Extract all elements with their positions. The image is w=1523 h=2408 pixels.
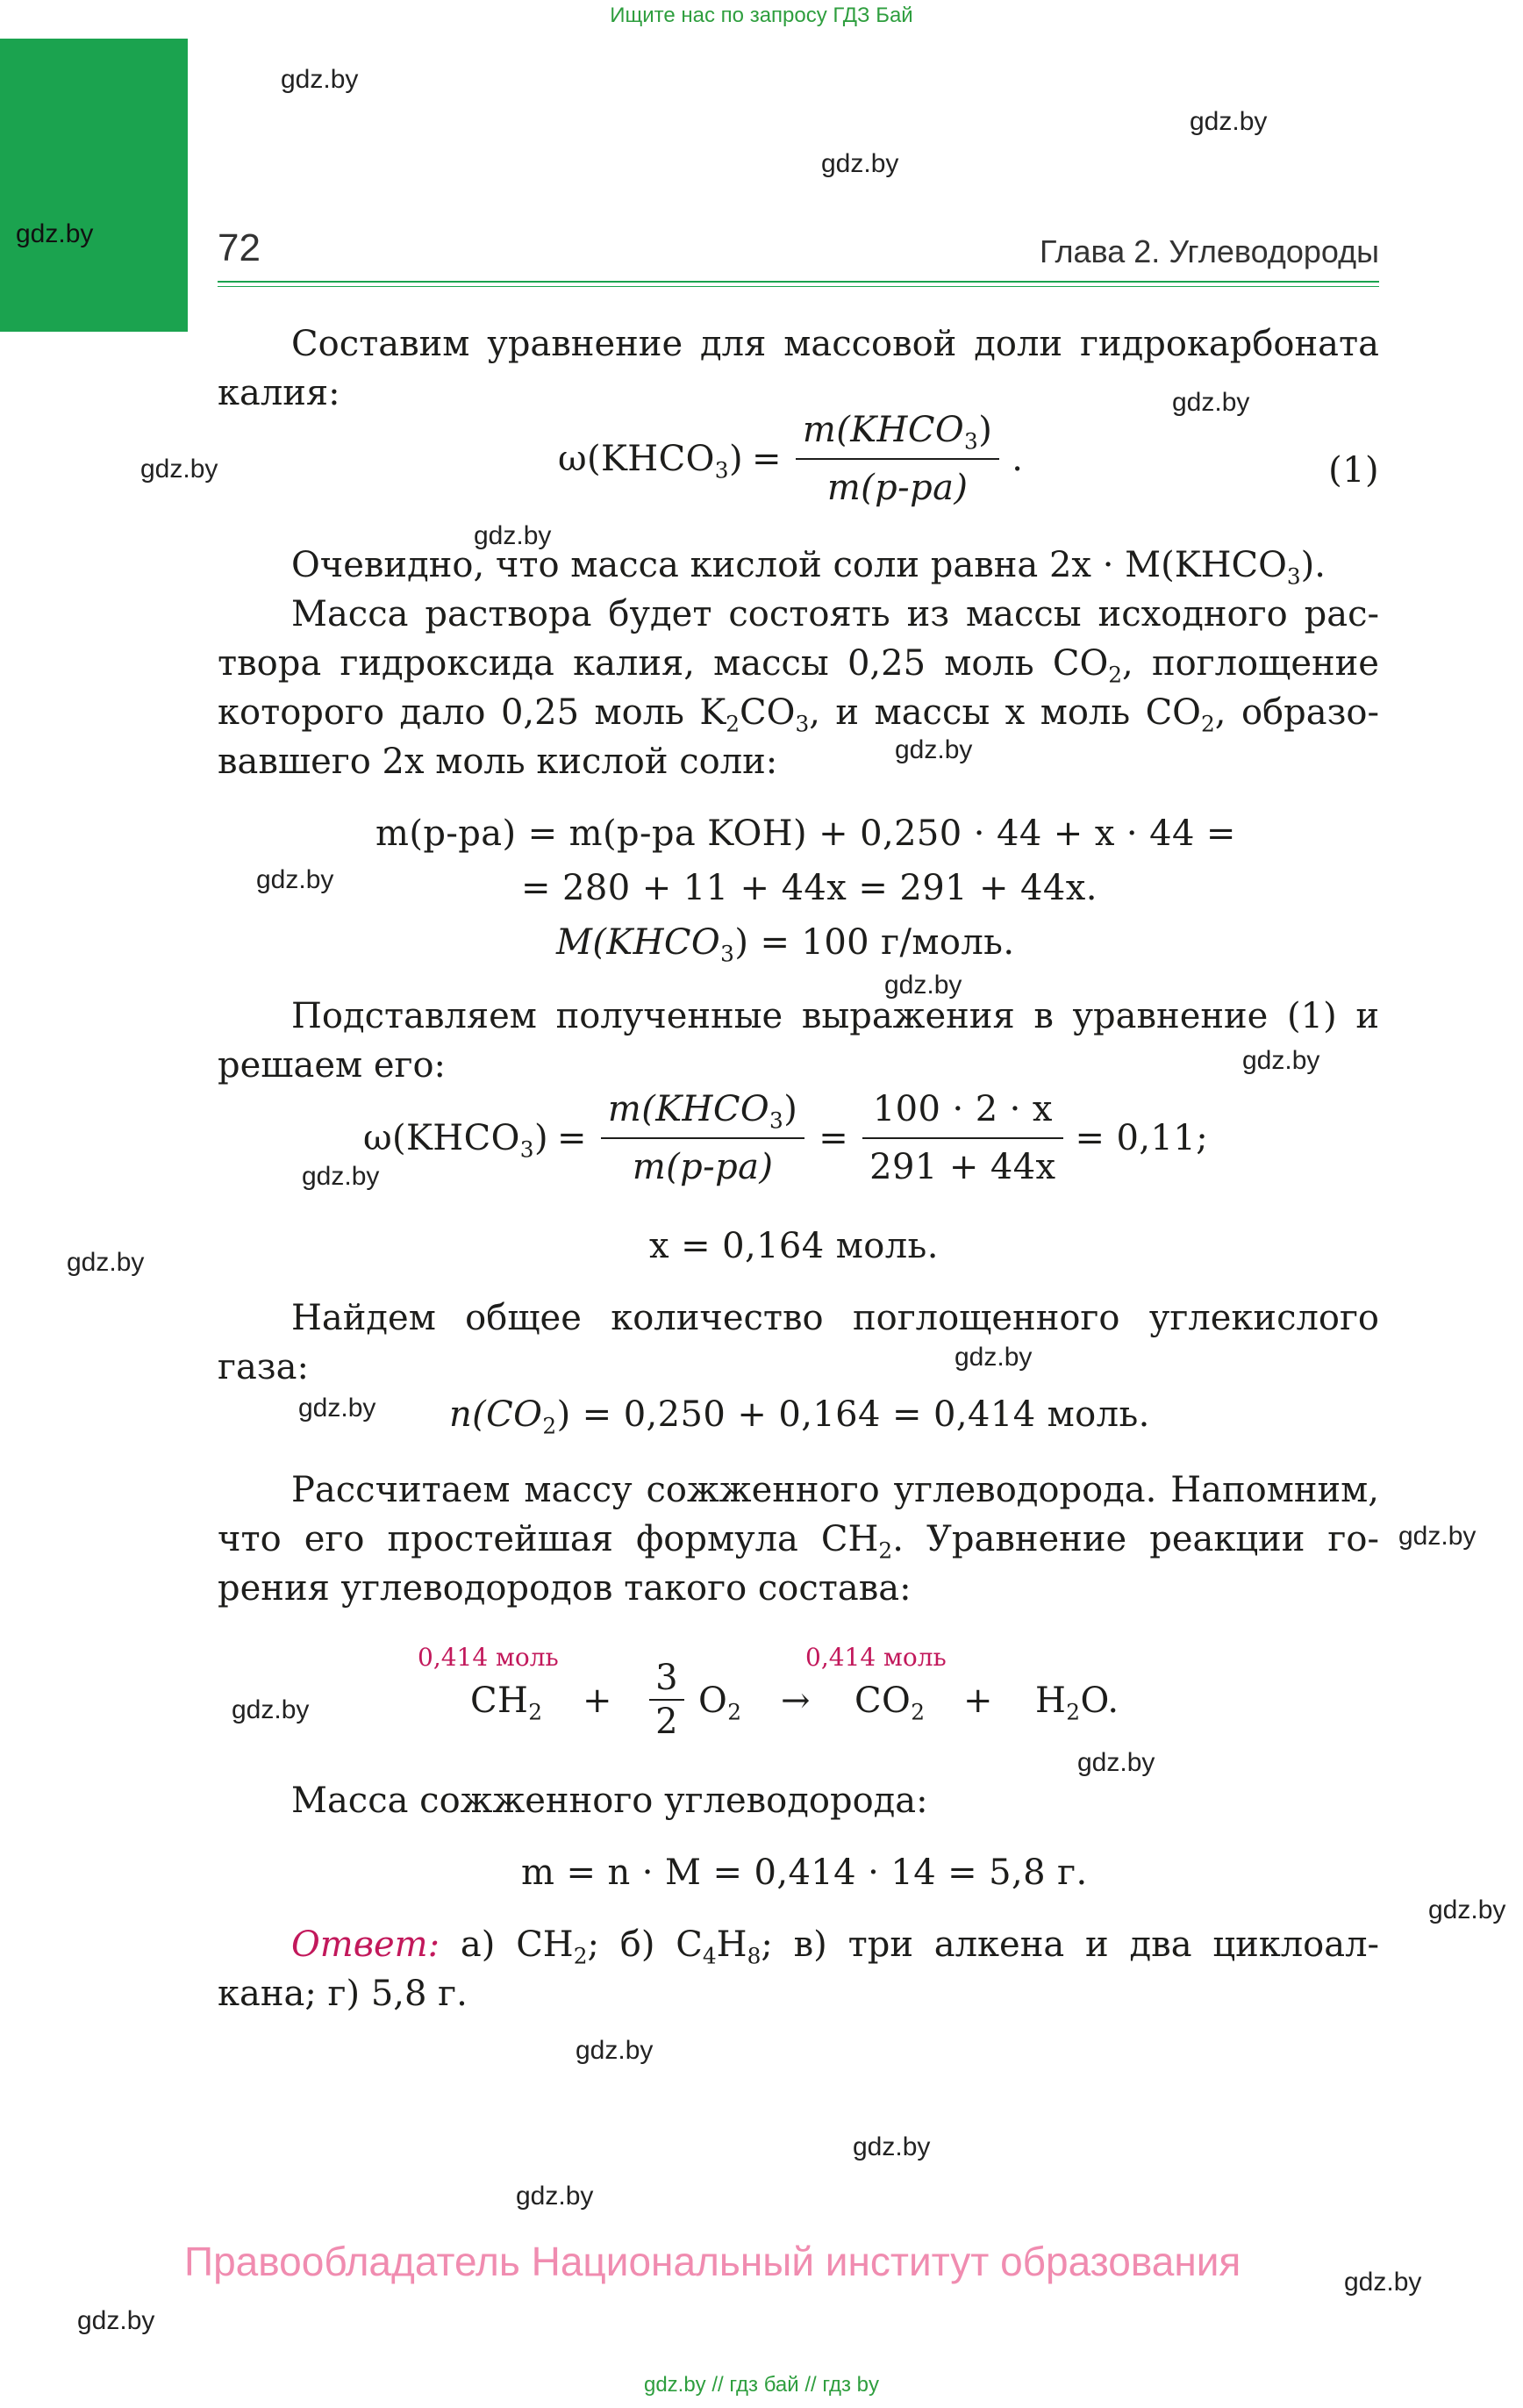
equation-4: x = 0,164 моль. xyxy=(649,1226,939,1266)
text-line: Рассчитаем массу сожженного углеводорода. Напомним, xyxy=(291,1470,1379,1510)
eq-lhs: $\omega(KHCO_3)$ xyxy=(558,439,743,484)
text-line: Масса сожженного углеводорода: xyxy=(291,1781,928,1821)
text-line: Масса раствора будет состоять из массы исходного рас- xyxy=(291,594,1379,634)
text-line: Ответ: а) $CH_2$; б) $C_4H_8$; в) три алкена и два циклоал- xyxy=(291,1924,1380,1969)
equation-6: m = n · M = 0,414 · 14 = 5,8 г. xyxy=(521,1853,1088,1893)
watermark: gdz.by xyxy=(576,2036,654,2065)
watermark: gdz.by xyxy=(302,1162,380,1191)
watermark: gdz.by xyxy=(1428,1896,1506,1924)
mol-label: 0,414 моль xyxy=(805,1643,947,1672)
watermark: gdz.by xyxy=(474,521,552,550)
copyright-notice: Правообладатель Национальный институт образования xyxy=(184,2239,1241,2284)
paragraph xyxy=(218,319,1379,418)
reaction-co2: $CO_2$ xyxy=(854,1681,926,1725)
page-number: 72 xyxy=(218,226,261,269)
reaction-coefficient: 3 2 xyxy=(649,1657,684,1743)
reaction-o2: $O_2$ xyxy=(698,1681,742,1725)
equation-2-line1: m(р-ра) = m(р-ра KOH) + 0,250 · 44 + x · 44 = xyxy=(375,813,1236,854)
watermark: gdz.by xyxy=(884,971,962,1000)
text-line: которого дало 0,25 моль $K_2CO_3$, и массы x моль $CO_2$, образо- xyxy=(218,692,1379,737)
text-line: кана; г) 5,8 г. xyxy=(218,1974,468,2014)
text-line: Найдем общее количество поглощенного углекислого xyxy=(291,1298,1379,1338)
watermark: gdz.by xyxy=(77,2306,155,2335)
watermark: gdz.by xyxy=(1242,1046,1320,1075)
watermark: gdz.by xyxy=(16,219,94,248)
fraction: $\frac{m(KHCO_3)}{m(р-ра)}$ xyxy=(601,1085,804,1192)
watermark: gdz.by xyxy=(1172,388,1250,417)
watermark: gdz.by xyxy=(1398,1522,1477,1551)
watermark: gdz.by xyxy=(955,1343,1033,1372)
text-line: калия: xyxy=(218,373,340,413)
watermark: gdz.by xyxy=(67,1248,145,1277)
watermark: gdz.by xyxy=(281,65,359,94)
text-line: решаем его: xyxy=(218,1045,446,1086)
reaction-plus: + xyxy=(963,1681,993,1721)
chapter-color-block xyxy=(0,39,188,332)
reaction-arrow: → xyxy=(781,1681,811,1721)
fraction: $\frac{100 \cdot 2 \cdot x}{291 + 44x}$ xyxy=(862,1085,1062,1192)
equation-5: $n(CO_2) = 0,250 + 0,164 = 0,414$ моль. xyxy=(449,1394,1150,1439)
watermark: gdz.by xyxy=(1190,107,1268,136)
watermark: gdz.by xyxy=(256,865,334,894)
text-line: Подставляем полученные выражения в уравнение (1) и xyxy=(291,996,1379,1036)
watermark: gdz.by xyxy=(298,1394,376,1423)
paragraph xyxy=(218,590,1379,786)
equation-tag: (1) xyxy=(1328,450,1379,491)
watermark: gdz.by xyxy=(1077,1748,1155,1777)
header-rule-2 xyxy=(218,286,1379,287)
equation-2-line3: $M(KHCO_3) = 100$ г/моль. xyxy=(556,922,1015,967)
top-banner[interactable]: Ищите нас по запросу ГДЗ Бай xyxy=(610,4,913,27)
watermark: gdz.by xyxy=(232,1695,310,1724)
text-line: вавшего 2x моль кислой соли: xyxy=(218,742,778,782)
equation-3: $\omega(KHCO_3)$ = $\frac{m(KHCO_3)}{m(р-ра)}$ = $\frac{100 \cdot 2 \cdot x}{291 + 44x}$ = 0,11; xyxy=(363,1085,1208,1192)
equation-2-line2: = 280 + 11 + 44x = 291 + 44x. xyxy=(521,868,1098,908)
watermark: gdz.by xyxy=(821,149,899,178)
text-line: рения углеводородов такого состава: xyxy=(218,1568,912,1609)
watermark: gdz.by xyxy=(853,2132,931,2161)
watermark: gdz.by xyxy=(1344,2268,1422,2297)
chapter-title: Глава 2. Углеводороды xyxy=(1040,233,1379,269)
paragraph xyxy=(218,541,1379,590)
paragraph xyxy=(218,1294,1379,1392)
watermark: gdz.by xyxy=(140,455,218,484)
mol-label: 0,414 моль xyxy=(418,1643,559,1672)
text-line: Очевидно, что масса кислой соли равна $2x \cdot M(KHCO_3)$. xyxy=(291,545,1326,590)
text-line: Составим уравнение для массовой доли гидрокарбоната xyxy=(291,324,1379,364)
text-line: что его простейшая формула $CH_2$. Уравнение реакции го- xyxy=(218,1519,1379,1564)
footer-links[interactable]: gdz.by // гдз бай // гдз by xyxy=(643,2373,880,2397)
watermark: gdz.by xyxy=(516,2182,594,2211)
watermark: gdz.by xyxy=(895,735,973,764)
answer xyxy=(218,1920,1379,2018)
text-line: твора гидроксида калия, массы 0,25 моль $CO_2$, поглощение xyxy=(218,643,1379,688)
text-line: газа: xyxy=(218,1347,309,1387)
fraction: $\frac{m(KHCO_3)}{m(р-ра)}$ xyxy=(796,405,999,512)
reaction-ch2: $CH_2$ xyxy=(470,1681,543,1725)
reaction-plus: + xyxy=(583,1681,612,1721)
equation-1: $\omega(KHCO_3)$ = $\frac{m(KHCO_3)}{m(р-ра)}$ . xyxy=(558,405,1023,512)
paragraph xyxy=(218,1466,1379,1613)
paragraph xyxy=(218,1776,1379,1825)
paragraph xyxy=(218,992,1379,1090)
header-rule xyxy=(218,281,1379,283)
reaction-h2o: $H_2O$. xyxy=(1035,1681,1119,1725)
answer-label: Ответ: xyxy=(291,1924,440,1965)
